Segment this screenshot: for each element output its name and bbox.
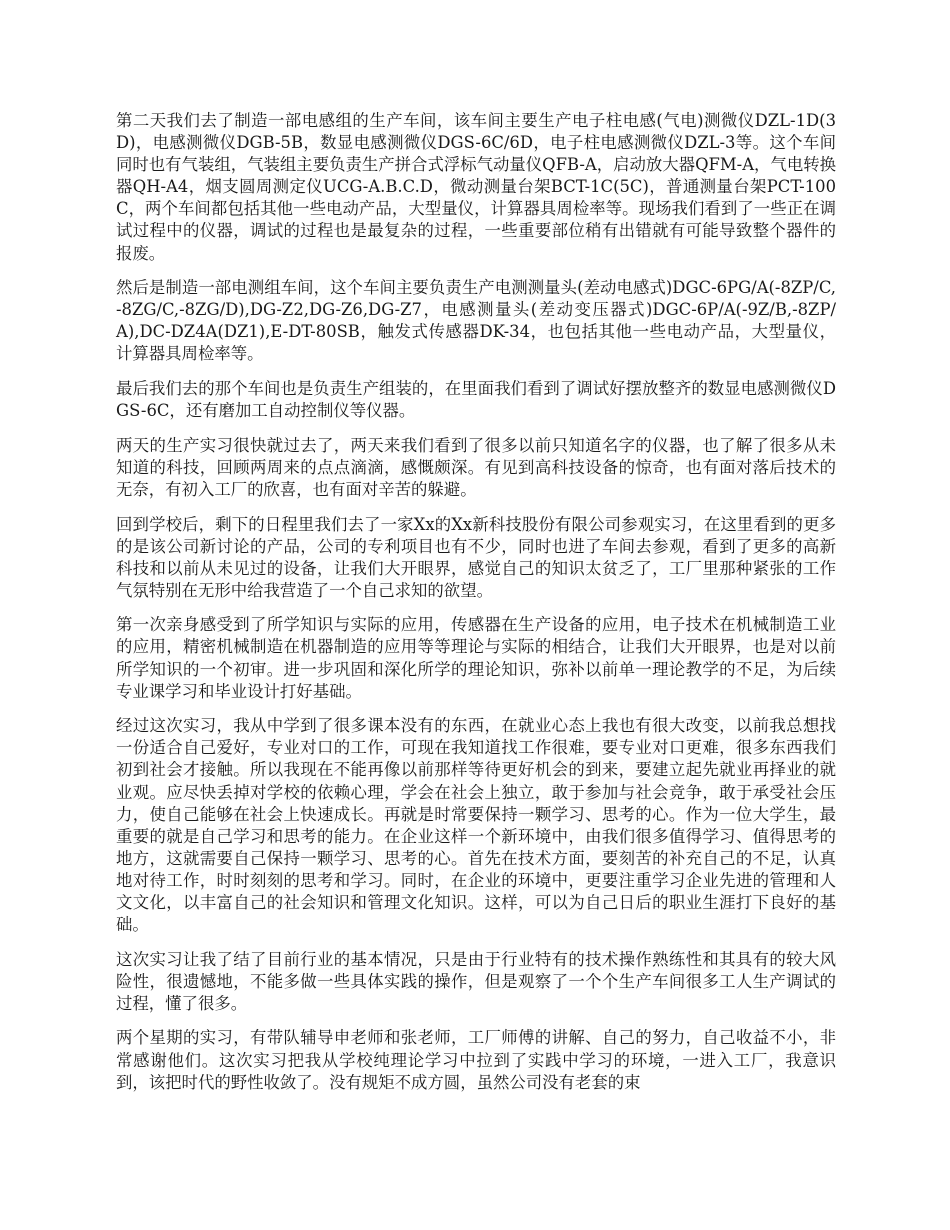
paragraph-workshop-measurement: 然后是制造一部电测组车间，这个车间主要负责生产电测测量头(差动电感式)DGC-6PG/A(-8ZP/C,-8ZG/C,-8ZG/D),DG-Z2,DG-Z6,DG-Z7，电感测量头(差动变压器式)DGC-6P/A(-9Z/B,-8ZP/A),DC-DZ4A(DZ1),E-DT-80SB，触发式传感器DK-34，也包括其他一些电动产品，大型量仪，计算器具周检率等。: [116, 278, 836, 364]
paragraph-company-visit: 回到学校后，剩下的日程里我们去了一家Xx的Xx新科技股份有限公司参观实习，在这里看到的更多的是该公司新讨论的产品，公司的专利项目也有不少，同时也进了车间去参观，看到了更多的高新科技和以前从未见过的设备，让我们大开眼界，感觉自己的知识太贫乏了，工厂里那种紧张的工作气氛特别在无形中给我营造了一个自己求知的欲望。: [116, 514, 836, 600]
paragraph-first-application: 第一次亲身感受到了所学知识与实际的应用，传感器在生产设备的应用，电子技术在机械制造工业的应用，精密机械制造在机器制造的应用等等理论与实际的相结合，让我们大开眼界，也是对以前所学知识的一个初审。进一步巩固和深化所学的理论知识，弥补以前单一理论教学的不足，为后续专业课学习和毕业设计打好基础。: [116, 615, 836, 701]
paragraph-two-weeks-gratitude: 两个星期的实习，有带队辅导申老师和张老师，工厂师傅的讲解、自己的努力，自己收益不小，非常感谢他们。这次实习把我从学校纯理论学习中拉到了实践中学习的环境，一进入工厂，我意识到，该把时代的野性收敛了。没有规矩不成方圆，虽然公司没有老套的束: [116, 1028, 836, 1092]
paragraph-workshop-inductance: 第二天我们去了制造一部电感组的生产车间，该车间主要生产电子柱电感(气电)测微仪DZL-1D(3D)，电感测微仪DGB-5B，数显电感测微仪DGS-6C/6D，电子柱电感测微仪DZL-3等。这个车间同时也有气装组，气装组主要负责生产拼合式浮标气动量仪QFB-A，启动放大器QFM-A，气电转换器QH-A4，烟支圆周测定仪UCG-A.B.C.D，微动测量台架BCT-1C(5C)，普通测量台架PCT-100C，两个车间都包括其他一些电动产品，大型量仪，计算器具周检率等。现场我们看到了一些正在调试过程中的仪器，调试的过程也是最复杂的过程，一些重要部位稍有出错就有可能导致整个器件的报废。: [116, 111, 836, 263]
paragraph-lessons-learned: 经过这次实习，我从中学到了很多课本没有的东西，在就业心态上我也有很大改变，以前我总想找一份适合自己爱好，专业对口的工作，可现在我知道找工作很难，要专业对口更难，很多东西我们初到社会才接触。所以我现在不能再像以前那样等待更好机会的到来，要建立起先就业再择业的就业观。应尽快丢掉对学校的依赖心理，学会在社会上独立，敢于参加与社会竞争，敢于承受社会压力，使自己能够在社会上快速成长。再就是时常要保持一颗学习、思考的心。作为一位大学生，最重要的就是自己学习和思考的能力。在企业这样一个新环境中，由我们很多值得学习、值得思考的地方，这就需要自己保持一颗学习、思考的心。首先在技术方面，要刻苦的补充自己的不足，认真地对待工作，时时刻刻的思考和学习。同时，在企业的环境中，更要注重学习企业先进的管理和人文文化，以丰富自己的社会知识和管理文化知识。这样，可以为自己日后的职业生涯打下良好的基础。: [116, 716, 836, 935]
document-body: [116, 110, 836, 1106]
paragraph-last-workshop: 最后我们去的那个车间也是负责生产组装的，在里面我们看到了调试好摆放整齐的数显电感测微仪DGS-6C，还有磨加工自动控制仪等仪器。: [116, 379, 836, 421]
paragraph-industry-understanding: 这次实习让我了结了目前行业的基本情况，只是由于行业特有的技术操作熟练性和其具有的较大风险性，很遗憾地，不能多做一些具体实践的操作，但是观察了一个个生产车间很多工人生产调试的过程，懂了很多。: [116, 949, 836, 1013]
paragraph-two-days-summary: 两天的生产实习很快就过去了，两天来我们看到了很多以前只知道名字的仪器，也了解了很多从未知道的科技，回顾两周来的点点滴滴，感慨颇深。有见到高科技设备的惊奇，也有面对落后技术的无奈，有初入工厂的欣喜，也有面对辛苦的躲避。: [116, 435, 836, 499]
